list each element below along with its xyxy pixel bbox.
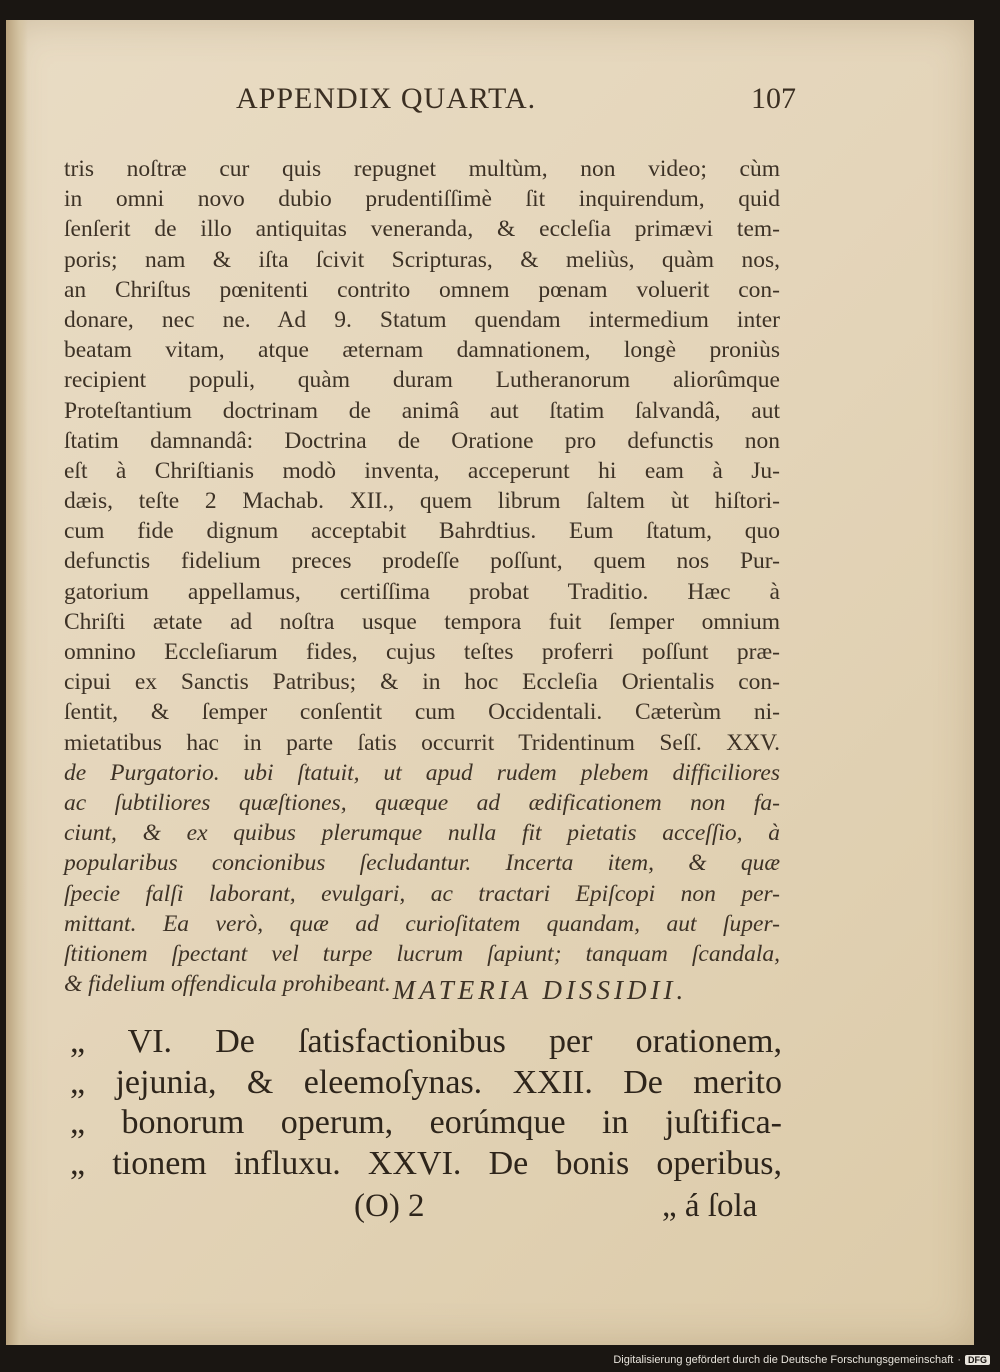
body-line: ſtatim damnandâ: Doctrina de Oratione pro defunctis non xyxy=(64,427,780,454)
body-line-italic: de Purgatorio. ubi ſtatuit, ut apud rudem plebem difficiliores xyxy=(64,759,780,786)
body-line-italic: ſpecie falſi laborant, evulgari, ac tractari Epiſcopi non per- xyxy=(64,880,780,907)
page-number: 107 xyxy=(751,82,796,115)
body-line: tris noſtræ cur quis repugnet multùm, non video; cùm xyxy=(64,156,780,182)
body-line: recipient populi, quàm duram Lutheranorum aliorûmque xyxy=(64,367,780,394)
body-line: in omni novo dubio prudentiſſimè ſit inquirendum, quid xyxy=(64,186,780,213)
body-line: beatam vitam, atque æternam damnationem, longè proniùs xyxy=(64,337,780,364)
credit-text: Digitalisierung gefördert durch die Deutsche Forschungsgemeinschaft xyxy=(613,1354,954,1366)
section-heading: MATERIA DISSIDII. xyxy=(392,975,688,1005)
body-line-italic: ac ſubtiliores quæſtiones, quæque ad ædificationem non fa- xyxy=(64,789,780,816)
quote-line: „ bonorum operum, eorúmque in juſtifica- xyxy=(70,1104,782,1141)
body-line: ſentit, & ſemper conſentit cum Occidentali. Cæterùm ni- xyxy=(64,699,780,726)
body-line-italic: & fidelium offendicula prohibeant. xyxy=(64,971,391,998)
body-line-italic: popularibus concionibus ſecludantur. Incerta item, & quæ xyxy=(64,850,780,877)
body-line: cum fide dignum acceptabit Bahrdtius. Eum ſtatum, quo xyxy=(64,518,780,545)
body-line: cipui ex Sanctis Patribus; & in hoc Eccleſia Orientalis con- xyxy=(64,669,780,696)
quote-line: „ jejunia, & eleemoſynas. XXII. De merito xyxy=(70,1063,782,1101)
running-title: APPENDIX QUARTA. xyxy=(236,82,537,115)
body-line: donare, nec ne. Ad 9. Statum quendam intermedium inter xyxy=(64,306,780,333)
signature-mark: (O) 2 xyxy=(354,1188,425,1224)
dfg-logo-icon: DFG xyxy=(965,1355,990,1365)
body-line: eſt à Chriſtianis modò inventa, acceperunt hi eam à Ju- xyxy=(64,457,780,484)
body-line: dæis, teſte 2 Machab. XII., quem librum ſaltem ùt hiſtori- xyxy=(64,488,780,515)
body-line: Chriſti ætate ad noſtra usque tempora fuit ſemper omnium xyxy=(64,608,780,635)
body-line: defunctis fidelium preces prodeſſe poſſunt, quem nos Pur- xyxy=(64,548,780,575)
body-line: ſenſerit de illo antiquitas veneranda, & eccleſia primævi tem- xyxy=(64,216,780,243)
body-line: an Chriſtus pœnitenti contrito omnem pœnam voluerit con- xyxy=(64,276,780,303)
body-line-italic: ciunt, & ex quibus plerumque nulla fit pietatis acceſſio, à xyxy=(64,820,780,847)
page-gutter xyxy=(6,20,28,1345)
body-line-italic: ſtitionem ſpectant vel turpe lucrum ſapiunt; tanquam ſcandala, xyxy=(64,940,780,967)
quote-line: „ VI. De ſatisfactionibus per orationem, xyxy=(70,1023,782,1060)
quote-line: „ tionem influxu. XXVI. De bonis operibus, xyxy=(70,1144,782,1182)
digitization-credit: Digitalisierung gefördert durch die Deutsche Forschungsgemeinschaft · DFG xyxy=(613,1354,990,1366)
body-line: gatorium appellamus, certiſſima probat Traditio. Hæc à xyxy=(64,578,780,605)
catchword: „ á ſola xyxy=(662,1188,758,1224)
body-line: mietatibus hac in parte ſatis occurrit Tridentinum Seſſ. XXV. xyxy=(64,729,780,756)
quoted-passage xyxy=(70,1022,782,1184)
body-line: omnino Eccleſiarum fides, cujus teſtes proferri poſſunt præ- xyxy=(64,639,780,665)
body-line: poris; nam & iſta ſcivit Scripturas, & meliùs, quàm nos, xyxy=(64,246,780,273)
body-line: Proteſtantium doctrinam de animâ aut ſtatim ſalvandâ, aut xyxy=(64,397,780,424)
body-text xyxy=(64,154,780,999)
page-header xyxy=(236,82,796,122)
body-line-italic: mittant. Ea verò, quæ ad curioſitatem quandam, aut ſuper- xyxy=(64,910,780,937)
